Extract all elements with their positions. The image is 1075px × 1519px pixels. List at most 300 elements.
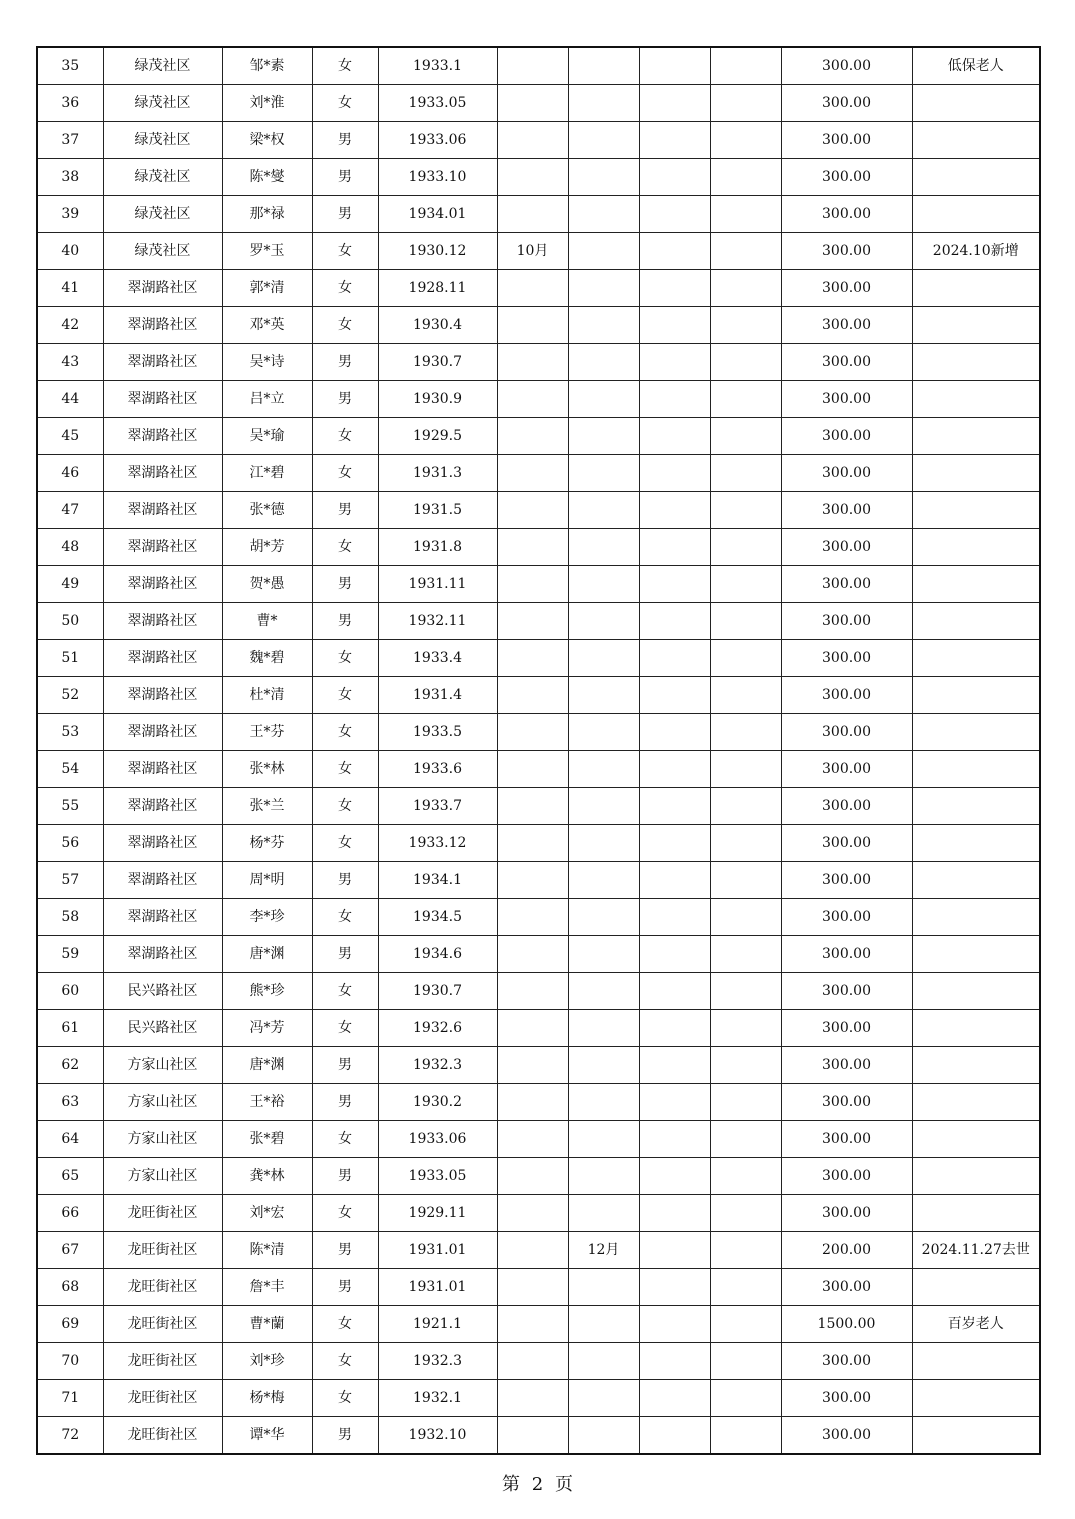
month-cell-b (568, 1158, 639, 1195)
month-cell-b (568, 1121, 639, 1158)
month-cell-b (568, 899, 639, 936)
blank-cell-d (710, 899, 781, 936)
month-cell-a (497, 270, 568, 307)
table-row (37, 1380, 1040, 1417)
amount-cell: 300.00 (781, 455, 912, 492)
row-number-cell: 56 (37, 825, 103, 862)
remark-cell (912, 381, 1040, 418)
blank-cell-d (710, 159, 781, 196)
blank-cell-c (639, 640, 710, 677)
page-number: 第 2 页 (502, 1474, 573, 1495)
remark-cell (912, 899, 1040, 936)
name-cell: 吕*立 (222, 381, 312, 418)
remark-cell (912, 566, 1040, 603)
amount-cell: 300.00 (781, 381, 912, 418)
remark-cell (912, 1269, 1040, 1306)
month-cell-b (568, 270, 639, 307)
month-cell-b (568, 788, 639, 825)
gender-cell: 男 (312, 1084, 378, 1121)
row-number-cell: 62 (37, 1047, 103, 1084)
gender-cell: 男 (312, 936, 378, 973)
blank-cell-c (639, 492, 710, 529)
month-cell-b (568, 1417, 639, 1455)
blank-cell-d (710, 344, 781, 381)
gender-cell: 女 (312, 529, 378, 566)
month-cell-b (568, 233, 639, 270)
row-number-cell: 42 (37, 307, 103, 344)
row-number-cell: 65 (37, 1158, 103, 1195)
birth-date-cell: 1932.11 (378, 603, 497, 640)
name-cell: 唐*渊 (222, 936, 312, 973)
blank-cell-d (710, 640, 781, 677)
row-number-cell: 59 (37, 936, 103, 973)
gender-cell: 男 (312, 1417, 378, 1455)
remark-cell (912, 1195, 1040, 1232)
month-cell-b (568, 159, 639, 196)
amount-cell: 300.00 (781, 1380, 912, 1417)
month-cell-b (568, 492, 639, 529)
table-row (37, 825, 1040, 862)
row-number-cell: 57 (37, 862, 103, 899)
community-cell: 翠湖路社区 (103, 751, 222, 788)
blank-cell-d (710, 1417, 781, 1455)
row-number-cell: 51 (37, 640, 103, 677)
month-cell-a (497, 307, 568, 344)
table-row (37, 566, 1040, 603)
table-row (37, 1343, 1040, 1380)
gender-cell: 男 (312, 122, 378, 159)
name-cell: 熊*珍 (222, 973, 312, 1010)
table-row (37, 381, 1040, 418)
blank-cell-d (710, 1047, 781, 1084)
month-cell-a (497, 159, 568, 196)
month-cell-a (497, 492, 568, 529)
blank-cell-c (639, 1343, 710, 1380)
community-cell: 翠湖路社区 (103, 455, 222, 492)
gender-cell: 男 (312, 159, 378, 196)
month-cell-a (497, 1380, 568, 1417)
community-cell: 翠湖路社区 (103, 529, 222, 566)
amount-cell: 300.00 (781, 1121, 912, 1158)
month-cell-a (497, 418, 568, 455)
month-cell-b (568, 566, 639, 603)
gender-cell: 女 (312, 1195, 378, 1232)
amount-cell: 300.00 (781, 233, 912, 270)
month-cell-a (497, 85, 568, 122)
blank-cell-c (639, 159, 710, 196)
amount-cell: 300.00 (781, 1084, 912, 1121)
remark-cell (912, 270, 1040, 307)
name-cell: 那*禄 (222, 196, 312, 233)
name-cell: 曹*蘭 (222, 1306, 312, 1343)
table-row (37, 1417, 1040, 1455)
blank-cell-c (639, 677, 710, 714)
amount-cell: 300.00 (781, 122, 912, 159)
blank-cell-c (639, 196, 710, 233)
name-cell: 陈*燮 (222, 159, 312, 196)
blank-cell-d (710, 1306, 781, 1343)
month-cell-a (497, 714, 568, 751)
gender-cell: 女 (312, 1010, 378, 1047)
month-cell-b (568, 1084, 639, 1121)
month-cell-b (568, 196, 639, 233)
name-cell: 龚*林 (222, 1158, 312, 1195)
month-cell-b (568, 1010, 639, 1047)
birth-date-cell: 1934.5 (378, 899, 497, 936)
blank-cell-d (710, 788, 781, 825)
birth-date-cell: 1931.3 (378, 455, 497, 492)
community-cell: 绿茂社区 (103, 47, 222, 85)
table-row (37, 233, 1040, 270)
row-number-cell: 48 (37, 529, 103, 566)
gender-cell: 男 (312, 492, 378, 529)
blank-cell-d (710, 1121, 781, 1158)
name-cell: 郭*清 (222, 270, 312, 307)
blank-cell-d (710, 492, 781, 529)
community-cell: 翠湖路社区 (103, 714, 222, 751)
month-cell-a (497, 1158, 568, 1195)
row-number-cell: 61 (37, 1010, 103, 1047)
amount-cell: 300.00 (781, 936, 912, 973)
community-cell: 方家山社区 (103, 1047, 222, 1084)
name-cell: 詹*丰 (222, 1269, 312, 1306)
month-cell-a: 10月 (497, 233, 568, 270)
blank-cell-d (710, 603, 781, 640)
month-cell-a (497, 1232, 568, 1269)
table-row (37, 1010, 1040, 1047)
amount-cell: 300.00 (781, 85, 912, 122)
row-number-cell: 40 (37, 233, 103, 270)
gender-cell: 女 (312, 307, 378, 344)
remark-cell (912, 1380, 1040, 1417)
month-cell-b: 12月 (568, 1232, 639, 1269)
remark-cell (912, 122, 1040, 159)
month-cell-a (497, 455, 568, 492)
blank-cell-d (710, 381, 781, 418)
birth-date-cell: 1933.05 (378, 85, 497, 122)
blank-cell-d (710, 1158, 781, 1195)
table-row (37, 1047, 1040, 1084)
name-cell: 冯*芳 (222, 1010, 312, 1047)
month-cell-a (497, 751, 568, 788)
birth-date-cell: 1933.06 (378, 122, 497, 159)
birth-date-cell: 1934.01 (378, 196, 497, 233)
amount-cell: 300.00 (781, 1158, 912, 1195)
remark-cell (912, 418, 1040, 455)
name-cell: 胡*芳 (222, 529, 312, 566)
name-cell: 张*碧 (222, 1121, 312, 1158)
table-row (37, 122, 1040, 159)
table-row (37, 899, 1040, 936)
birth-date-cell: 1928.11 (378, 270, 497, 307)
amount-cell: 300.00 (781, 788, 912, 825)
remark-cell (912, 936, 1040, 973)
amount-cell: 300.00 (781, 344, 912, 381)
name-cell: 杜*清 (222, 677, 312, 714)
month-cell-a (497, 381, 568, 418)
gender-cell: 女 (312, 788, 378, 825)
remark-cell (912, 862, 1040, 899)
month-cell-a (497, 825, 568, 862)
blank-cell-c (639, 1010, 710, 1047)
row-number-cell: 39 (37, 196, 103, 233)
amount-cell: 300.00 (781, 529, 912, 566)
row-number-cell: 60 (37, 973, 103, 1010)
birth-date-cell: 1934.1 (378, 862, 497, 899)
month-cell-b (568, 751, 639, 788)
table-row (37, 1121, 1040, 1158)
blank-cell-d (710, 862, 781, 899)
table-row (37, 344, 1040, 381)
birth-date-cell: 1932.3 (378, 1343, 497, 1380)
blank-cell-c (639, 603, 710, 640)
gender-cell: 女 (312, 973, 378, 1010)
month-cell-a (497, 1306, 568, 1343)
blank-cell-c (639, 1232, 710, 1269)
name-cell: 邹*素 (222, 47, 312, 85)
community-cell: 民兴路社区 (103, 973, 222, 1010)
blank-cell-c (639, 529, 710, 566)
table-row (37, 529, 1040, 566)
blank-cell-c (639, 899, 710, 936)
gender-cell: 女 (312, 640, 378, 677)
month-cell-b (568, 47, 639, 85)
birth-date-cell: 1931.01 (378, 1269, 497, 1306)
month-cell-a (497, 566, 568, 603)
name-cell: 张*德 (222, 492, 312, 529)
amount-cell: 300.00 (781, 973, 912, 1010)
gender-cell: 女 (312, 455, 378, 492)
gender-cell: 女 (312, 825, 378, 862)
gender-cell: 男 (312, 1269, 378, 1306)
remark-cell (912, 344, 1040, 381)
month-cell-b (568, 714, 639, 751)
name-cell: 江*碧 (222, 455, 312, 492)
month-cell-a (497, 1084, 568, 1121)
remark-cell (912, 603, 1040, 640)
amount-cell: 300.00 (781, 603, 912, 640)
month-cell-a (497, 936, 568, 973)
table-row (37, 640, 1040, 677)
birth-date-cell: 1930.9 (378, 381, 497, 418)
month-cell-a (497, 47, 568, 85)
birth-date-cell: 1932.6 (378, 1010, 497, 1047)
table-row (37, 47, 1040, 85)
gender-cell: 女 (312, 418, 378, 455)
name-cell: 杨*芬 (222, 825, 312, 862)
birth-date-cell: 1931.5 (378, 492, 497, 529)
table-row (37, 196, 1040, 233)
month-cell-b (568, 936, 639, 973)
name-cell: 杨*梅 (222, 1380, 312, 1417)
remark-cell (912, 1121, 1040, 1158)
remark-cell (912, 751, 1040, 788)
community-cell: 龙旺街社区 (103, 1195, 222, 1232)
row-number-cell: 43 (37, 344, 103, 381)
amount-cell: 300.00 (781, 492, 912, 529)
community-cell: 翠湖路社区 (103, 603, 222, 640)
gender-cell: 女 (312, 1343, 378, 1380)
month-cell-a (497, 344, 568, 381)
row-number-cell: 70 (37, 1343, 103, 1380)
gender-cell: 女 (312, 899, 378, 936)
amount-cell: 300.00 (781, 1343, 912, 1380)
amount-cell: 300.00 (781, 159, 912, 196)
month-cell-b (568, 381, 639, 418)
roster-body (37, 47, 1040, 1454)
birth-date-cell: 1934.6 (378, 936, 497, 973)
gender-cell: 女 (312, 1121, 378, 1158)
blank-cell-c (639, 1195, 710, 1232)
gender-cell: 女 (312, 1306, 378, 1343)
gender-cell: 女 (312, 1380, 378, 1417)
month-cell-b (568, 1306, 639, 1343)
amount-cell: 300.00 (781, 1195, 912, 1232)
amount-cell: 300.00 (781, 566, 912, 603)
community-cell: 绿茂社区 (103, 159, 222, 196)
blank-cell-d (710, 1010, 781, 1047)
table-row (37, 1232, 1040, 1269)
birth-date-cell: 1921.1 (378, 1306, 497, 1343)
remark-cell (912, 825, 1040, 862)
birth-date-cell: 1933.4 (378, 640, 497, 677)
row-number-cell: 36 (37, 85, 103, 122)
blank-cell-c (639, 862, 710, 899)
blank-cell-d (710, 936, 781, 973)
birth-date-cell: 1931.01 (378, 1232, 497, 1269)
blank-cell-c (639, 1084, 710, 1121)
community-cell: 龙旺街社区 (103, 1269, 222, 1306)
gender-cell: 女 (312, 677, 378, 714)
name-cell: 唐*渊 (222, 1047, 312, 1084)
name-cell: 罗*玉 (222, 233, 312, 270)
blank-cell-c (639, 1269, 710, 1306)
month-cell-b (568, 1343, 639, 1380)
amount-cell: 300.00 (781, 307, 912, 344)
row-number-cell: 66 (37, 1195, 103, 1232)
month-cell-a (497, 899, 568, 936)
community-cell: 民兴路社区 (103, 1010, 222, 1047)
name-cell: 张*林 (222, 751, 312, 788)
remark-cell (912, 1010, 1040, 1047)
community-cell: 方家山社区 (103, 1121, 222, 1158)
amount-cell: 300.00 (781, 1010, 912, 1047)
blank-cell-c (639, 1417, 710, 1455)
gender-cell: 男 (312, 1158, 378, 1195)
amount-cell: 300.00 (781, 1269, 912, 1306)
gender-cell: 女 (312, 270, 378, 307)
remark-cell: 2024.10新增 (912, 233, 1040, 270)
remark-cell (912, 1417, 1040, 1455)
remark-cell: 百岁老人 (912, 1306, 1040, 1343)
blank-cell-d (710, 85, 781, 122)
row-number-cell: 41 (37, 270, 103, 307)
amount-cell: 300.00 (781, 270, 912, 307)
row-number-cell: 64 (37, 1121, 103, 1158)
amount-cell: 300.00 (781, 714, 912, 751)
amount-cell: 300.00 (781, 862, 912, 899)
name-cell: 王*芬 (222, 714, 312, 751)
birth-date-cell: 1930.4 (378, 307, 497, 344)
amount-cell: 300.00 (781, 677, 912, 714)
blank-cell-c (639, 85, 710, 122)
community-cell: 绿茂社区 (103, 196, 222, 233)
blank-cell-d (710, 1232, 781, 1269)
month-cell-b (568, 307, 639, 344)
table-row (37, 1084, 1040, 1121)
month-cell-b (568, 122, 639, 159)
blank-cell-c (639, 714, 710, 751)
name-cell: 张*兰 (222, 788, 312, 825)
blank-cell-d (710, 1343, 781, 1380)
blank-cell-d (710, 233, 781, 270)
blank-cell-c (639, 751, 710, 788)
table-row (37, 973, 1040, 1010)
name-cell: 曹* (222, 603, 312, 640)
table-row (37, 862, 1040, 899)
remark-cell (912, 159, 1040, 196)
blank-cell-d (710, 1195, 781, 1232)
amount-cell: 300.00 (781, 47, 912, 85)
community-cell: 龙旺街社区 (103, 1232, 222, 1269)
month-cell-b (568, 973, 639, 1010)
row-number-cell: 67 (37, 1232, 103, 1269)
community-cell: 翠湖路社区 (103, 381, 222, 418)
month-cell-a (497, 1269, 568, 1306)
community-cell: 龙旺街社区 (103, 1306, 222, 1343)
month-cell-a (497, 529, 568, 566)
blank-cell-c (639, 381, 710, 418)
month-cell-b (568, 418, 639, 455)
row-number-cell: 49 (37, 566, 103, 603)
name-cell: 陈*清 (222, 1232, 312, 1269)
birth-date-cell: 1930.7 (378, 973, 497, 1010)
birth-date-cell: 1929.5 (378, 418, 497, 455)
blank-cell-d (710, 1084, 781, 1121)
row-number-cell: 45 (37, 418, 103, 455)
community-cell: 方家山社区 (103, 1084, 222, 1121)
month-cell-a (497, 1010, 568, 1047)
birth-date-cell: 1930.7 (378, 344, 497, 381)
row-number-cell: 46 (37, 455, 103, 492)
blank-cell-c (639, 788, 710, 825)
month-cell-b (568, 1269, 639, 1306)
community-cell: 翠湖路社区 (103, 936, 222, 973)
blank-cell-c (639, 1121, 710, 1158)
name-cell: 刘*淮 (222, 85, 312, 122)
birth-date-cell: 1931.11 (378, 566, 497, 603)
gender-cell: 男 (312, 566, 378, 603)
month-cell-a (497, 973, 568, 1010)
name-cell: 王*裕 (222, 1084, 312, 1121)
name-cell: 吴*瑜 (222, 418, 312, 455)
remark-cell (912, 1047, 1040, 1084)
community-cell: 翠湖路社区 (103, 899, 222, 936)
community-cell: 翠湖路社区 (103, 344, 222, 381)
gender-cell: 男 (312, 1047, 378, 1084)
month-cell-b (568, 640, 639, 677)
table-row (37, 159, 1040, 196)
table-row (37, 307, 1040, 344)
community-cell: 翠湖路社区 (103, 677, 222, 714)
table-row (37, 1269, 1040, 1306)
month-cell-a (497, 788, 568, 825)
month-cell-a (497, 1195, 568, 1232)
remark-cell (912, 788, 1040, 825)
table-row (37, 677, 1040, 714)
table-row (37, 603, 1040, 640)
community-cell: 翠湖路社区 (103, 788, 222, 825)
